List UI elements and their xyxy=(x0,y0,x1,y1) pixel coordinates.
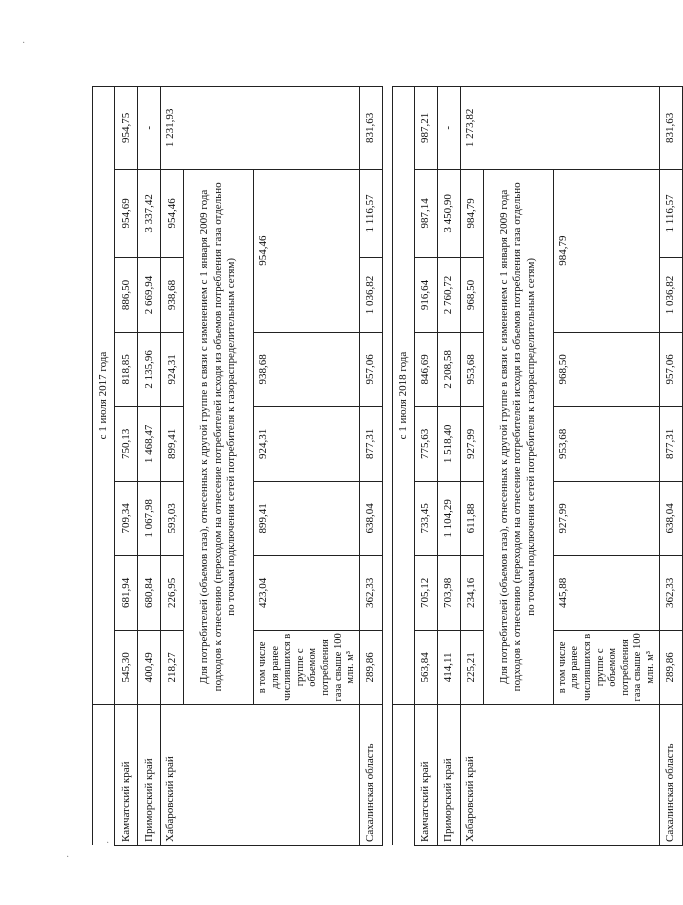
value-cell: 563,84 xyxy=(414,630,437,704)
value-cell: 593,03 xyxy=(161,481,184,555)
value-cell: 968,50 xyxy=(553,332,659,406)
value-cell: 234,16 xyxy=(460,556,483,630)
value-cell: 1 104,29 xyxy=(437,481,460,555)
value-cell: 957,06 xyxy=(659,332,682,406)
group-note: Для потребителей (объемов газа), отнесенных к другой группе в связи с изменением с 1 января 2009 года подходов к отнесению (переходом на отнесение потребителей исходя из объемов потребления газа отдельно по точкам подключения сетей потребителя к газораспределительным сетям) xyxy=(184,169,254,704)
rotated-tariff-table xyxy=(92,86,677,846)
scan-dot: · xyxy=(66,852,70,863)
region-name: Приморский край xyxy=(138,705,161,846)
value-cell: 924,31 xyxy=(254,407,360,481)
value-cell: 680,84 xyxy=(138,556,161,630)
value-cell: 750,13 xyxy=(115,407,138,481)
value-cell: 733,45 xyxy=(414,481,437,555)
value-cell: 987,14 xyxy=(414,169,437,258)
value-cell: 218,27 xyxy=(161,630,184,704)
value-cell: 846,69 xyxy=(414,332,437,406)
value-cell: - xyxy=(437,87,460,170)
value-cell: 703,98 xyxy=(437,556,460,630)
subgroup-label: в том числе для ранее числившихся в группе с объемом потребления газа свыше 100 млн. м³ xyxy=(553,630,659,704)
value-cell: 1 116,57 xyxy=(659,169,682,258)
scan-dot: · xyxy=(22,38,26,49)
period-header: с 1 июля 2018 года xyxy=(392,87,414,705)
value-cell: 775,63 xyxy=(414,407,437,481)
value-cell: 877,31 xyxy=(659,407,682,481)
value-cell: 1 468,47 xyxy=(138,407,161,481)
value-cell: 638,04 xyxy=(659,481,682,555)
value-cell: 400,49 xyxy=(138,630,161,704)
value-cell: 611,88 xyxy=(460,481,483,555)
value-cell: 877,31 xyxy=(359,407,382,481)
value-cell: 3 337,42 xyxy=(138,169,161,258)
period-header: с 1 июля 2017 года xyxy=(93,87,115,705)
value-cell: 3 450,90 xyxy=(437,169,460,258)
value-cell: 957,06 xyxy=(359,332,382,406)
value-cell: 953,68 xyxy=(553,407,659,481)
value-cell: 1 231,93 xyxy=(161,87,360,170)
value-cell: 2 669,94 xyxy=(138,258,161,332)
value-cell: 899,41 xyxy=(161,407,184,481)
value-cell: 954,75 xyxy=(115,87,138,170)
value-cell: 984,79 xyxy=(460,169,483,258)
value-cell: 1 036,82 xyxy=(359,258,382,332)
value-cell: 226,95 xyxy=(161,556,184,630)
value-cell: 927,99 xyxy=(460,407,483,481)
value-cell: 968,50 xyxy=(460,258,483,332)
region-name: Хабаровский край xyxy=(460,705,659,846)
value-cell: 954,69 xyxy=(115,169,138,258)
tariff-table xyxy=(92,86,683,846)
value-cell: 414,11 xyxy=(437,630,460,704)
value-cell: 289,86 xyxy=(359,630,382,704)
value-cell: 927,99 xyxy=(553,481,659,555)
value-cell: 1 116,57 xyxy=(359,169,382,258)
region-name: Приморский край xyxy=(437,705,460,846)
value-cell: 1 273,82 xyxy=(460,87,659,170)
value-cell: 681,94 xyxy=(115,556,138,630)
region-name: Камчатский край xyxy=(115,705,138,846)
value-cell: 924,31 xyxy=(161,332,184,406)
value-cell: 1 036,82 xyxy=(659,258,682,332)
value-cell: - xyxy=(138,87,161,170)
value-cell: 445,88 xyxy=(553,556,659,630)
value-cell: 899,41 xyxy=(254,481,360,555)
value-cell: 954,46 xyxy=(254,169,360,332)
empty-cell xyxy=(392,705,414,846)
value-cell: 709,34 xyxy=(115,481,138,555)
value-cell: 818,85 xyxy=(115,332,138,406)
empty-cell xyxy=(93,705,115,846)
value-cell: 987,21 xyxy=(414,87,437,170)
value-cell: 423,04 xyxy=(254,556,360,630)
region-name: Камчатский край xyxy=(414,705,437,846)
value-cell: 1 067,98 xyxy=(138,481,161,555)
value-cell: 2 135,96 xyxy=(138,332,161,406)
value-cell: 831,63 xyxy=(359,87,382,170)
value-cell: 545,30 xyxy=(115,630,138,704)
value-cell: 638,04 xyxy=(359,481,382,555)
value-cell: 938,68 xyxy=(161,258,184,332)
value-cell: 225,21 xyxy=(460,630,483,704)
region-name: Сахалинская область xyxy=(659,705,682,846)
value-cell: 953,68 xyxy=(460,332,483,406)
subgroup-label: в том числе для ранее числившихся в группе с объемом потребления газа свыше 100 млн. м³ xyxy=(254,630,360,704)
value-cell: 1 518,40 xyxy=(437,407,460,481)
region-name: Хабаровский край xyxy=(161,705,360,846)
value-cell: 831,63 xyxy=(659,87,682,170)
value-cell: 289,86 xyxy=(659,630,682,704)
value-cell: 984,79 xyxy=(553,169,659,332)
value-cell: 886,50 xyxy=(115,258,138,332)
scan-dot: · xyxy=(106,838,110,849)
value-cell: 916,64 xyxy=(414,258,437,332)
region-name: Сахалинская область xyxy=(359,705,382,846)
value-cell: 2 208,58 xyxy=(437,332,460,406)
value-cell: 954,46 xyxy=(161,169,184,258)
value-cell: 705,12 xyxy=(414,556,437,630)
value-cell: 2 760,72 xyxy=(437,258,460,332)
value-cell: 938,68 xyxy=(254,332,360,406)
value-cell: 362,33 xyxy=(359,556,382,630)
value-cell: 362,33 xyxy=(659,556,682,630)
group-note: Для потребителей (объемов газа), отнесенных к другой группе в связи с изменением с 1 января 2009 года подходов к отнесению (переходом на отнесение потребителей исходя из объемов потребления газа отдельно по точкам подключения сетей потребителя к газораспределительным сетям) xyxy=(483,169,553,704)
table-gap xyxy=(382,87,392,846)
